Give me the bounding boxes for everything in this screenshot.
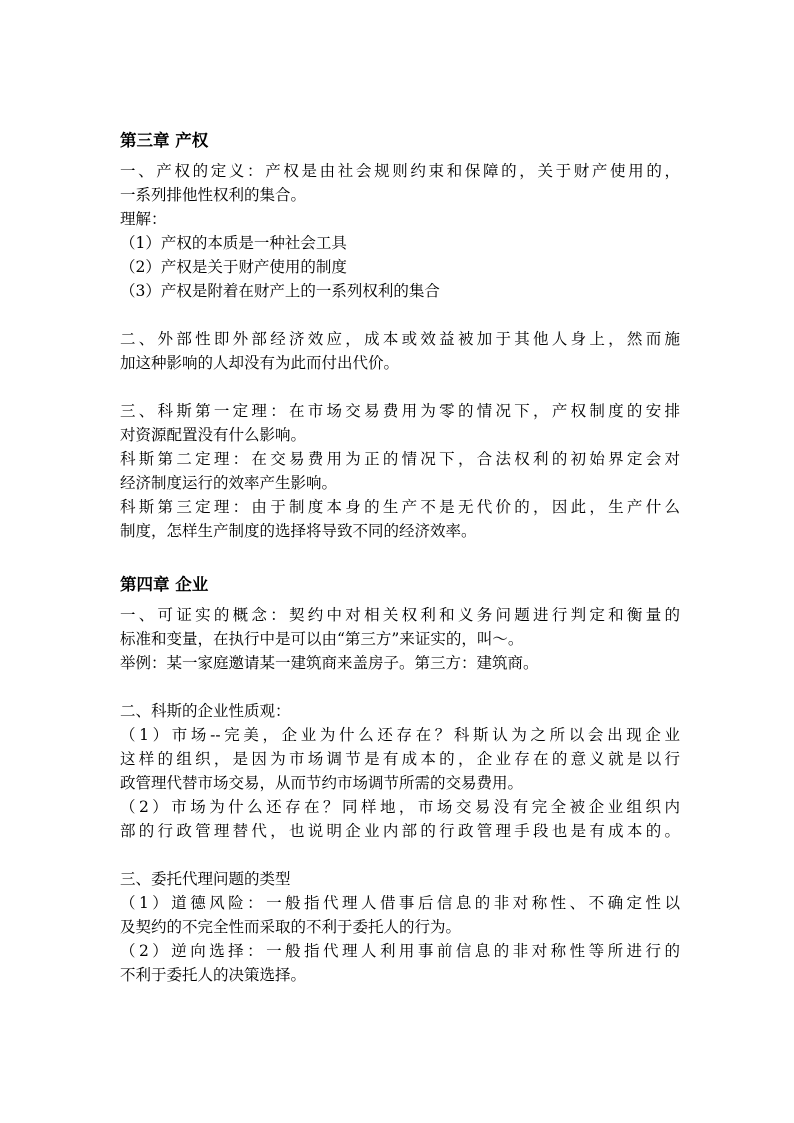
text-line: （1）产权的本质是一种社会工具	[120, 234, 347, 252]
text-line: 科斯第二定理：在交易费用为正的情况下，合法权利的初始界定会对	[120, 450, 680, 468]
text-line: 一、可证实的概念：契约中对相关权利和义务问题进行判定和衡量的	[120, 606, 680, 624]
coase-firm-nature-paragraph	[120, 699, 680, 843]
text-line: （2）逆向选择：一般指代理人利用事前信息的非对称性等所进行的	[120, 942, 680, 960]
document-body	[120, 129, 680, 987]
text-line: 科斯第三定理：由于制度本身的生产不是无代价的，因此，生产什么	[120, 498, 680, 516]
text-line: （1）道德风险：一般指代理人借事后信息的非对称性、不确定性以	[120, 894, 680, 912]
text-line: 这样的组织，是因为市场调节是有成本的，企业存在的意义就是以行	[120, 750, 680, 768]
chapter-3-heading: 第三章 产权	[120, 131, 209, 150]
text-line: 三、委托代理问题的类型	[120, 870, 291, 888]
text-line: 对资源配置没有什么影响。	[120, 426, 307, 444]
text-line: 二、外部性即外部经济效应，成本或效益被加于其他人身上，然而施	[120, 330, 680, 348]
text-line: 理解：	[120, 210, 167, 228]
verifiability-paragraph	[120, 603, 680, 675]
text-line: 不利于委托人的决策选择。	[120, 966, 307, 984]
text-line: 二、科斯的企业性质观：	[120, 702, 291, 720]
text-line: 及契约的不完全性而采取的不利于委托人的行为。	[120, 918, 462, 936]
coase-theorems-paragraph	[120, 399, 680, 543]
text-line: 三、科斯第一定理：在市场交易费用为零的情况下，产权制度的安排	[120, 402, 680, 420]
text-line: （1）市场--完美，企业为什么还存在？科斯认为之所以会出现企业	[120, 726, 680, 744]
text-line: 一系列排他性权利的集合。	[120, 186, 307, 204]
text-line: 制度，怎样生产制度的选择将导致不同的经济效率。	[120, 522, 477, 540]
text-line: 标准和变量，在执行中是可以由“第三方”来证实的，叫～。	[120, 630, 524, 648]
principal-agent-paragraph	[120, 867, 680, 987]
text-line: 部的行政管理替代，也说明企业内部的行政管理手段也是有成本的。	[120, 822, 680, 840]
text-line: 加这种影响的人却没有为此而付出代价。	[120, 354, 400, 372]
text-line: （3）产权是附着在财产上的一系列权利的集合	[120, 282, 440, 300]
text-line: （2）市场为什么还存在？同样地，市场交易没有完全被企业组织内	[120, 798, 680, 816]
externality-paragraph	[120, 327, 680, 375]
text-line: 一、产权的定义：产权是由社会规则约束和保障的，关于财产使用的，	[120, 162, 680, 180]
text-line: 经济制度运行的效率产生影响。	[120, 474, 338, 492]
text-line: 政管理代替市场交易，从而节约市场调节所需的交易费用。	[120, 774, 524, 792]
text-line: （2）产权是关于财产使用的制度	[120, 258, 347, 276]
text-line: 举例：某一家庭邀请某一建筑商来盖房子。第三方：建筑商。	[120, 654, 539, 672]
property-rights-definition	[120, 159, 680, 303]
chapter-4-heading: 第四章 企业	[120, 575, 209, 594]
